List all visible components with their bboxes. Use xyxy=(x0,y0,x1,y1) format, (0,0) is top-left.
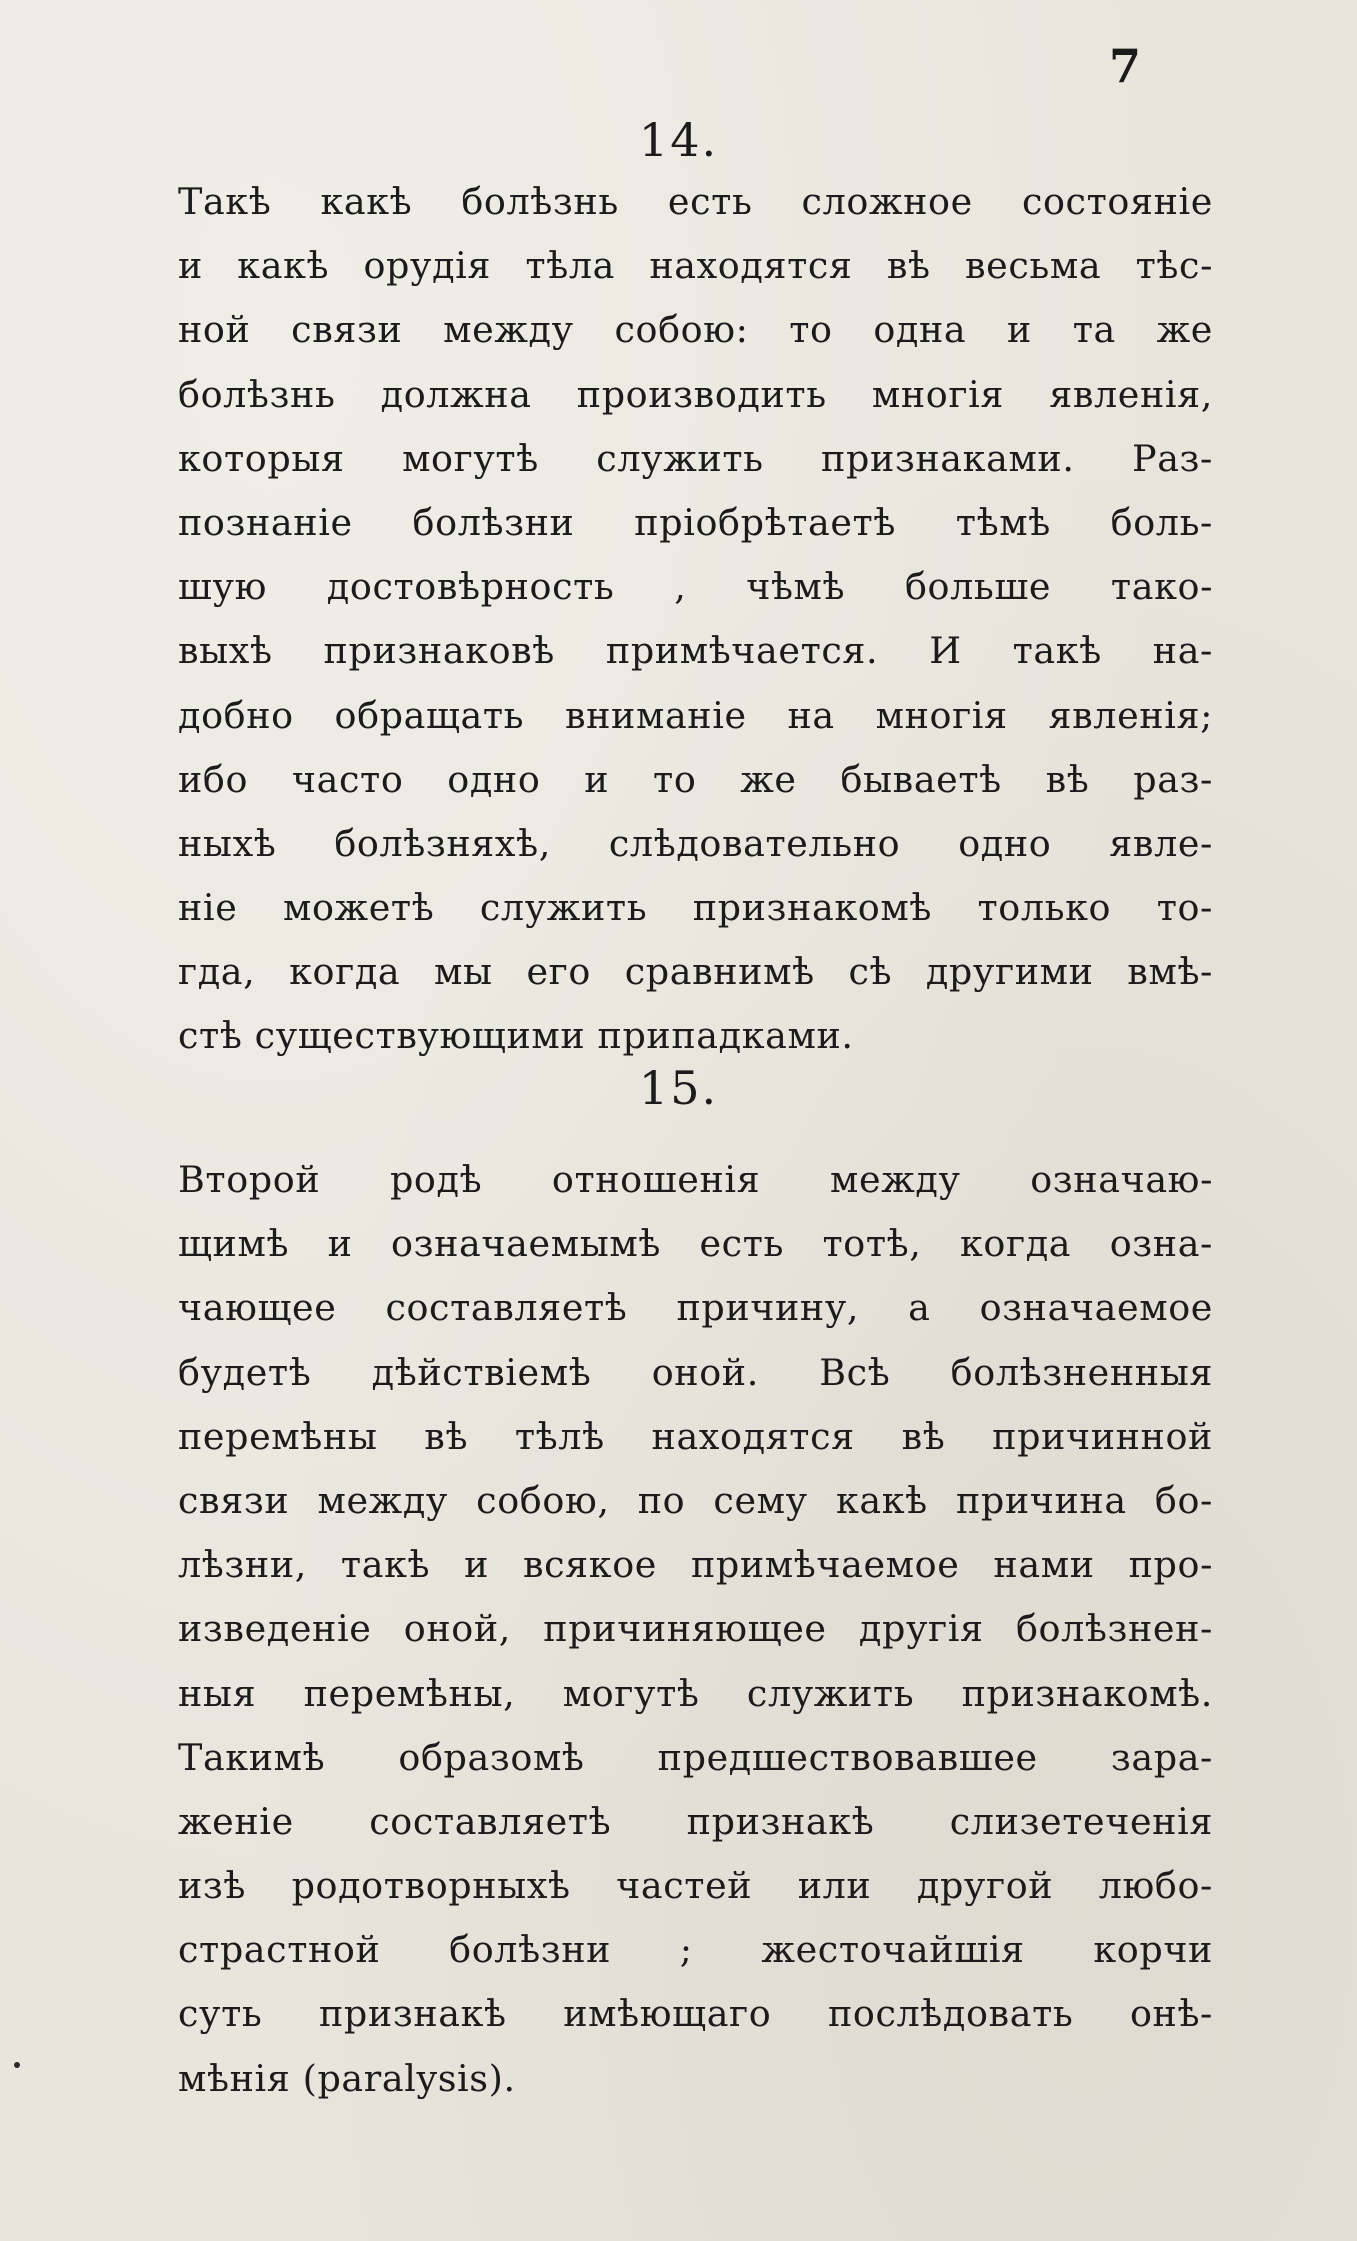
section-number-15: 15. xyxy=(638,1061,719,1115)
page-number: 7 xyxy=(1108,39,1141,93)
text-line: изѣ родотворныхѣ частей или другой любо- xyxy=(178,1864,1213,1908)
text-line: шую достовѣрность , чѣмѣ больше тако- xyxy=(178,565,1213,609)
text-line: Такимѣ образомѣ предшествовавшее зара- xyxy=(178,1735,1213,1779)
text-line: и какѣ орудiя тѣла находятся вѣ весьма тѣс- xyxy=(178,244,1213,288)
text-line: ныя перемѣны, могутѣ служить признакомѣ. xyxy=(178,1671,1213,1715)
text-line: суть признакѣ имѣющаго послѣдовать онѣ- xyxy=(178,1992,1213,2036)
text-line: ной связи между собою: то одна и та же xyxy=(178,308,1213,352)
text-line: выхѣ признаковѣ примѣчается. И такѣ на- xyxy=(178,629,1213,673)
text-line: мѣнiя (paralysis). xyxy=(178,2056,516,2100)
text-line: добно обращать вниманiе на многiя явленiя; xyxy=(178,693,1213,737)
text-line: стѣ существующими припадками. xyxy=(178,1014,854,1058)
text-line: гда, когда мы его сравнимѣ сѣ другими вмѣ- xyxy=(178,950,1213,994)
paragraph-section-14 xyxy=(178,170,1213,1069)
text-line: Второй родѣ отношенiя между означаю- xyxy=(178,1158,1213,1201)
text-line: чающее составляетѣ причину, а означаемое xyxy=(178,1286,1213,1330)
text-line: лѣзни, такѣ и всякое примѣчаемое нами про- xyxy=(178,1543,1213,1587)
text-line: познанiе болѣзни прiобрѣтаетѣ тѣмѣ боль- xyxy=(178,500,1213,544)
text-line: которыя могутѣ служить признаками. Раз- xyxy=(178,436,1213,480)
ink-spot xyxy=(14,2062,20,2068)
text-line: щимѣ и означаемымѣ есть тотѣ, когда озна- xyxy=(178,1222,1213,1266)
text-line: будетѣ дѣйствiемѣ оной. Всѣ болѣзненныя xyxy=(178,1350,1213,1394)
text-line: ибо часто одно и то же бываетѣ вѣ раз- xyxy=(178,757,1213,801)
text-line: Такѣ какѣ болѣзнь есть сложное состоянiе xyxy=(178,180,1213,223)
text-line: перемѣны вѣ тѣлѣ находятся вѣ причинной xyxy=(178,1414,1213,1458)
section-number-14: 14. xyxy=(638,113,719,167)
text-line: связи между собою, по сему какѣ причина бо- xyxy=(178,1478,1213,1522)
text-line: женiе составляетѣ признакѣ слизетеченiя xyxy=(178,1799,1213,1843)
text-line: ныхѣ болѣзняхѣ, слѣдовательно одно явле- xyxy=(178,821,1213,865)
text-line: болѣзнь должна производить многiя явленiя, xyxy=(178,372,1213,416)
text-line: изведенiе оной, причиняющее другiя болѣзнен- xyxy=(178,1607,1213,1651)
paragraph-section-15 xyxy=(178,1148,1213,2111)
text-line: нiе можетѣ служить признакомѣ только то- xyxy=(178,886,1213,930)
text-line: страстной болѣзни ; жесточайшiя корчи xyxy=(178,1928,1213,1972)
